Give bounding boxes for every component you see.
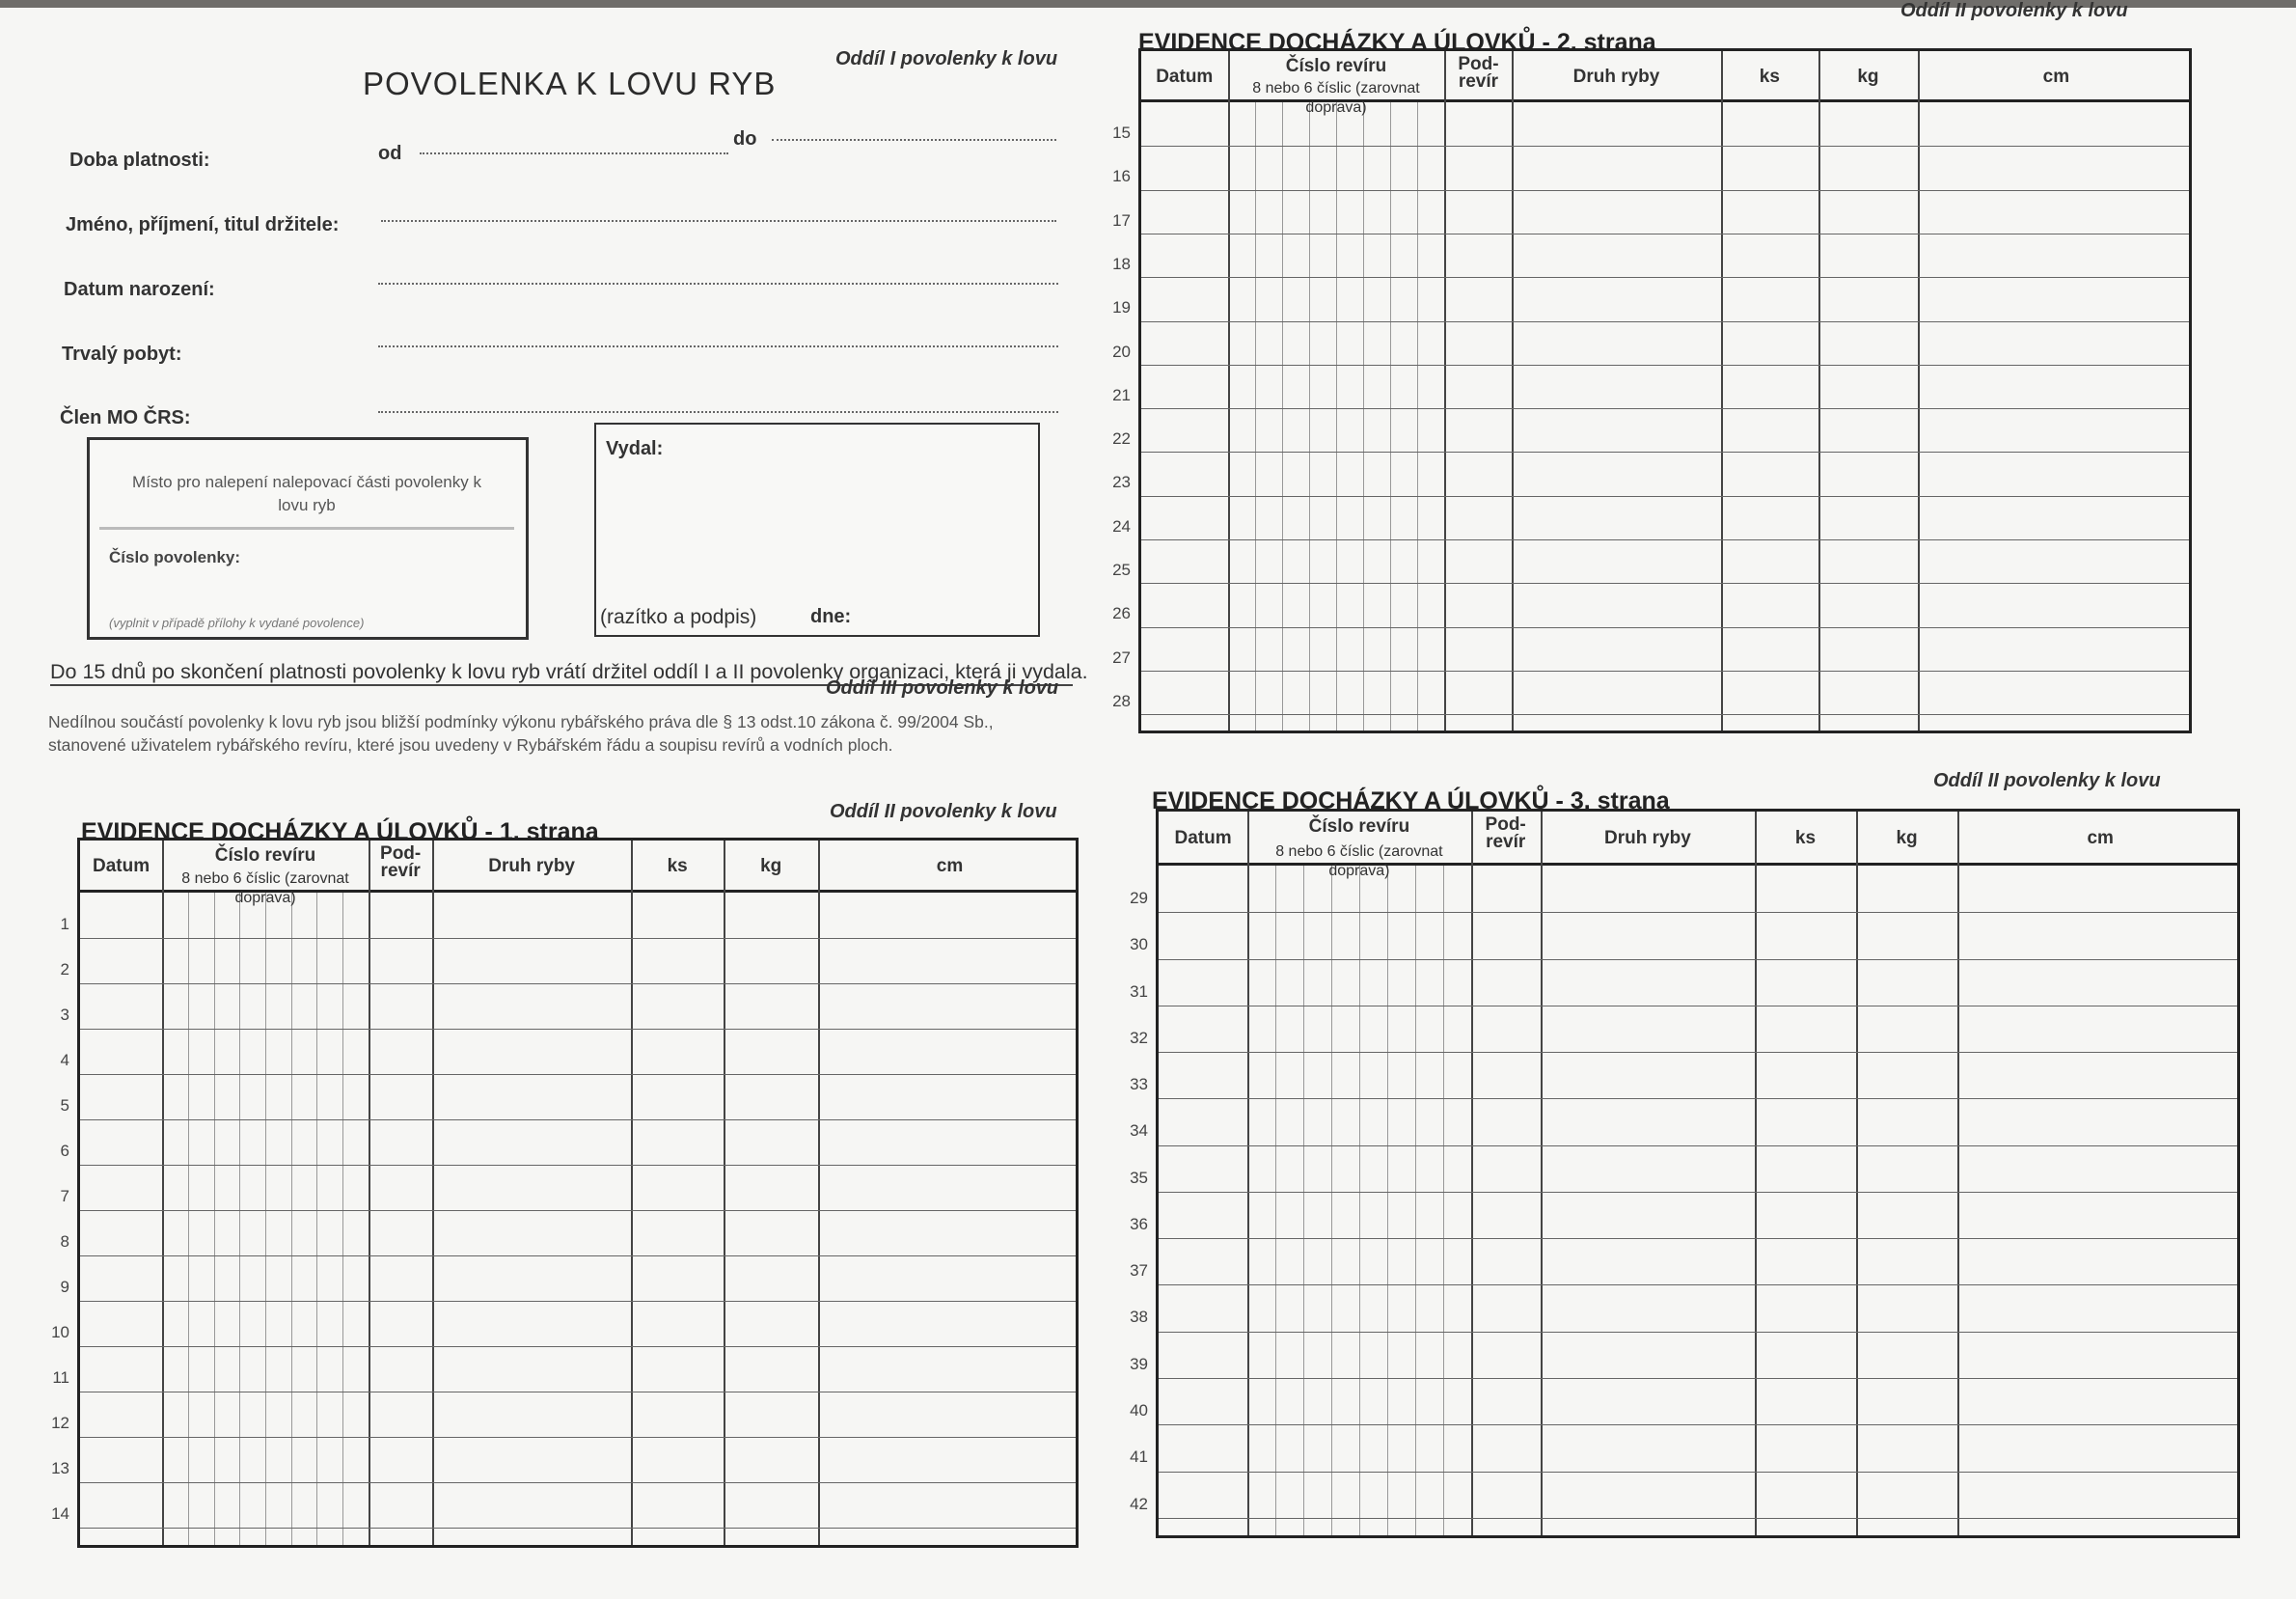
table-row[interactable] bbox=[1159, 1424, 2237, 1471]
table-row[interactable] bbox=[80, 1210, 1076, 1255]
header-kg: kg bbox=[1857, 67, 1879, 87]
table-row[interactable] bbox=[80, 1392, 1076, 1437]
table-row[interactable] bbox=[1141, 408, 2189, 452]
header-podrevir: Pod- bbox=[380, 843, 422, 864]
row-number: 25 bbox=[1112, 560, 1131, 579]
row-number: 31 bbox=[1130, 981, 1148, 1001]
row-number: 33 bbox=[1130, 1074, 1148, 1093]
table-row[interactable] bbox=[1159, 866, 2237, 912]
table-row[interactable] bbox=[80, 1255, 1076, 1301]
member-field[interactable] bbox=[378, 411, 1058, 413]
row-number: 21 bbox=[1112, 385, 1131, 404]
header-revir: Číslo revíru bbox=[1308, 816, 1410, 837]
table-row[interactable] bbox=[1159, 1378, 2237, 1424]
table-row[interactable] bbox=[1141, 583, 2189, 626]
row-number: 28 bbox=[1112, 691, 1131, 710]
catch-table-page-3 bbox=[1156, 809, 2240, 1538]
header-revir: Číslo revíru bbox=[214, 845, 316, 866]
header-cm: cm bbox=[936, 856, 964, 876]
table-row-divider bbox=[80, 1528, 1076, 1529]
header-druh: Druh ryby bbox=[488, 856, 575, 876]
row-number: 12 bbox=[51, 1413, 69, 1432]
header-datum: Datum bbox=[1174, 828, 1232, 848]
table-3-section: Oddíl II povolenky k lovu bbox=[1933, 770, 2161, 791]
row-number: 38 bbox=[1130, 1307, 1148, 1326]
holder-name-field[interactable] bbox=[381, 220, 1056, 222]
sticker-area-text: Místo pro nalepení nalepovací části povolenky k lovu ryb bbox=[132, 473, 481, 514]
header-podrevir: revír bbox=[380, 861, 421, 881]
table-row[interactable] bbox=[1141, 146, 2189, 189]
table-row[interactable] bbox=[1159, 1052, 2237, 1098]
holder-name-label: Jméno, příjmení, titul držitele: bbox=[66, 214, 340, 235]
table-1-section: Oddíl II povolenky k lovu bbox=[830, 801, 1057, 822]
header-druh: Druh ryby bbox=[1604, 828, 1691, 848]
header-ks: ks bbox=[1794, 828, 1817, 848]
table-row[interactable] bbox=[1141, 539, 2189, 583]
header-podrevir: revír bbox=[1458, 71, 1499, 92]
row-number: 40 bbox=[1130, 1400, 1148, 1420]
table-row[interactable] bbox=[1141, 671, 2189, 714]
table-row[interactable] bbox=[1159, 1098, 2237, 1144]
row-number: 4 bbox=[60, 1050, 69, 1069]
return-notice: Do 15 dnů po skončení platnosti povolenky k lovu ryb vrátí držitel oddíl I a II povolenky organizaci, která ji vydala. bbox=[50, 660, 1073, 686]
table-row[interactable] bbox=[80, 1346, 1076, 1392]
row-number: 26 bbox=[1112, 603, 1131, 622]
table-row[interactable] bbox=[1141, 365, 2189, 408]
table-row[interactable] bbox=[1141, 102, 2189, 146]
row-number: 20 bbox=[1112, 342, 1131, 361]
catch-table-page-2 bbox=[1138, 48, 2192, 733]
page-title: POVOLENKA K LOVU RYB bbox=[363, 66, 777, 101]
row-number: 41 bbox=[1130, 1447, 1148, 1466]
birth-date-field[interactable] bbox=[378, 283, 1058, 285]
table-row[interactable] bbox=[1159, 912, 2237, 958]
row-number: 17 bbox=[1112, 210, 1131, 230]
table-row[interactable] bbox=[1159, 1472, 2237, 1518]
header-druh: Druh ryby bbox=[1572, 67, 1660, 87]
row-number: 42 bbox=[1130, 1494, 1148, 1513]
row-number: 5 bbox=[60, 1095, 69, 1115]
row-number: 24 bbox=[1112, 516, 1131, 536]
legal-text-line-2: stanovené uživatelem rybářského revíru, které jsou uvedeny v Rybářském řádu a soupisu revírů a vodních ploch. bbox=[48, 735, 893, 755]
table-row[interactable] bbox=[80, 893, 1076, 938]
header-cm: cm bbox=[2087, 828, 2114, 848]
row-number: 8 bbox=[60, 1231, 69, 1251]
legal-text-line-1: Nedílnou součástí povolenky k lovu ryb jsou bližší podmínky výkonu rybářského práva dle § 13 odst.10 zákona č. 99/2004 Sb., bbox=[48, 712, 994, 731]
validity-to-label: do bbox=[733, 128, 757, 150]
row-number: 3 bbox=[60, 1005, 69, 1024]
row-number: 1 bbox=[60, 914, 69, 933]
header-ks: ks bbox=[1759, 67, 1780, 87]
header-podrevir: revír bbox=[1486, 832, 1526, 852]
stamp-label: (razítko a podpis) bbox=[600, 606, 757, 628]
residence-label: Trvalý pobyt: bbox=[62, 344, 182, 365]
table-row[interactable] bbox=[1159, 1332, 2237, 1378]
row-number: 13 bbox=[51, 1458, 69, 1477]
table-row[interactable] bbox=[80, 983, 1076, 1029]
row-number: 18 bbox=[1112, 254, 1131, 273]
residence-field[interactable] bbox=[378, 345, 1058, 347]
table-row[interactable] bbox=[1159, 1238, 2237, 1284]
table-1-title: EVIDENCE DOCHÁZKY A ÚLOVKŮ - 1. strana bbox=[81, 818, 599, 845]
row-number: 6 bbox=[60, 1141, 69, 1160]
header-revir-sub: 8 nebo 6 číslic (zarovnat doprava) bbox=[1252, 80, 1420, 116]
header-datum: Datum bbox=[92, 856, 150, 876]
table-row[interactable] bbox=[1141, 190, 2189, 234]
header-ks: ks bbox=[667, 856, 688, 876]
row-number: 10 bbox=[51, 1322, 69, 1341]
table-row[interactable] bbox=[1159, 1284, 2237, 1331]
table-row[interactable] bbox=[1141, 234, 2189, 277]
row-number: 30 bbox=[1130, 934, 1148, 953]
table-row[interactable] bbox=[1141, 277, 2189, 320]
table-row[interactable] bbox=[1159, 1192, 2237, 1238]
validity-label: Doba platnosti: bbox=[69, 150, 210, 171]
validity-to-field[interactable] bbox=[772, 139, 1056, 141]
sticker-box bbox=[87, 437, 529, 640]
row-number: 34 bbox=[1130, 1120, 1148, 1140]
row-number: 19 bbox=[1112, 297, 1131, 317]
table-row[interactable] bbox=[80, 1119, 1076, 1165]
table-row[interactable] bbox=[80, 1482, 1076, 1528]
row-number: 39 bbox=[1130, 1354, 1148, 1373]
table-row[interactable] bbox=[80, 1165, 1076, 1210]
table-row[interactable] bbox=[80, 1301, 1076, 1346]
table-3-title: EVIDENCE DOCHÁZKY A ÚLOVKŮ - 3. strana bbox=[1152, 787, 1670, 814]
catch-table-page-1 bbox=[77, 838, 1079, 1548]
header-kg: kg bbox=[1896, 828, 1918, 848]
permit-number-label: Číslo povolenky: bbox=[109, 548, 241, 566]
member-label: Člen MO ČRS: bbox=[60, 407, 191, 428]
row-number: 35 bbox=[1130, 1168, 1148, 1187]
row-number: 15 bbox=[1112, 123, 1131, 142]
validity-from-label: od bbox=[378, 143, 402, 164]
table-row[interactable] bbox=[80, 1029, 1076, 1074]
table-row[interactable] bbox=[80, 1074, 1076, 1119]
section-1-label: Oddíl I povolenky k lovu bbox=[835, 48, 1058, 69]
table-row[interactable] bbox=[1159, 1006, 2237, 1052]
header-podrevir: Pod- bbox=[1458, 54, 1499, 74]
header-revir: Číslo revíru bbox=[1285, 56, 1387, 76]
table-row[interactable] bbox=[1141, 452, 2189, 495]
table-2-title: EVIDENCE DOCHÁZKY A ÚLOVKŮ - 2. strana bbox=[1138, 29, 1656, 56]
row-number: 29 bbox=[1130, 888, 1148, 907]
table-2-section: Oddíl II povolenky k lovu bbox=[1900, 0, 2128, 21]
issued-by-label: Vydal: bbox=[606, 438, 664, 459]
header-revir-sub: 8 nebo 6 číslic (zarovnat doprava) bbox=[181, 870, 349, 906]
row-number: 32 bbox=[1130, 1028, 1148, 1047]
sticker-area bbox=[99, 450, 514, 530]
table-row[interactable] bbox=[1141, 321, 2189, 365]
row-number: 2 bbox=[60, 959, 69, 979]
row-number: 16 bbox=[1112, 166, 1131, 185]
header-kg: kg bbox=[760, 856, 782, 876]
table-row[interactable] bbox=[80, 1437, 1076, 1482]
table-row[interactable] bbox=[1141, 496, 2189, 539]
row-number: 9 bbox=[60, 1277, 69, 1296]
table-row[interactable] bbox=[80, 938, 1076, 983]
sticker-note: (vyplnit v případě přílohy k vydané povolence) bbox=[109, 616, 365, 630]
header-revir-sub: 8 nebo 6 číslic (zarovnat doprava) bbox=[1275, 843, 1443, 879]
row-number: 22 bbox=[1112, 428, 1131, 448]
row-number: 36 bbox=[1130, 1214, 1148, 1233]
header-datum: Datum bbox=[1156, 67, 1214, 87]
validity-from-field[interactable] bbox=[420, 152, 728, 154]
table-row[interactable] bbox=[1141, 627, 2189, 671]
issued-date-label: dne: bbox=[810, 606, 852, 627]
row-number: 27 bbox=[1112, 648, 1131, 667]
table-row-divider bbox=[1141, 714, 2189, 715]
birth-date-label: Datum narození: bbox=[64, 279, 215, 300]
section-3-label: Oddíl III povolenky k lovu bbox=[826, 677, 1059, 699]
row-number: 37 bbox=[1130, 1260, 1148, 1280]
row-number: 23 bbox=[1112, 472, 1131, 491]
header-cm: cm bbox=[2042, 67, 2070, 87]
table-row[interactable] bbox=[1159, 959, 2237, 1006]
row-number: 14 bbox=[51, 1503, 69, 1523]
issued-box bbox=[594, 423, 1040, 637]
table-row[interactable] bbox=[1159, 1145, 2237, 1192]
header-podrevir: Pod- bbox=[1485, 814, 1526, 835]
row-number: 7 bbox=[60, 1186, 69, 1205]
table-row-divider bbox=[1159, 1518, 2237, 1519]
row-number: 11 bbox=[52, 1367, 69, 1387]
